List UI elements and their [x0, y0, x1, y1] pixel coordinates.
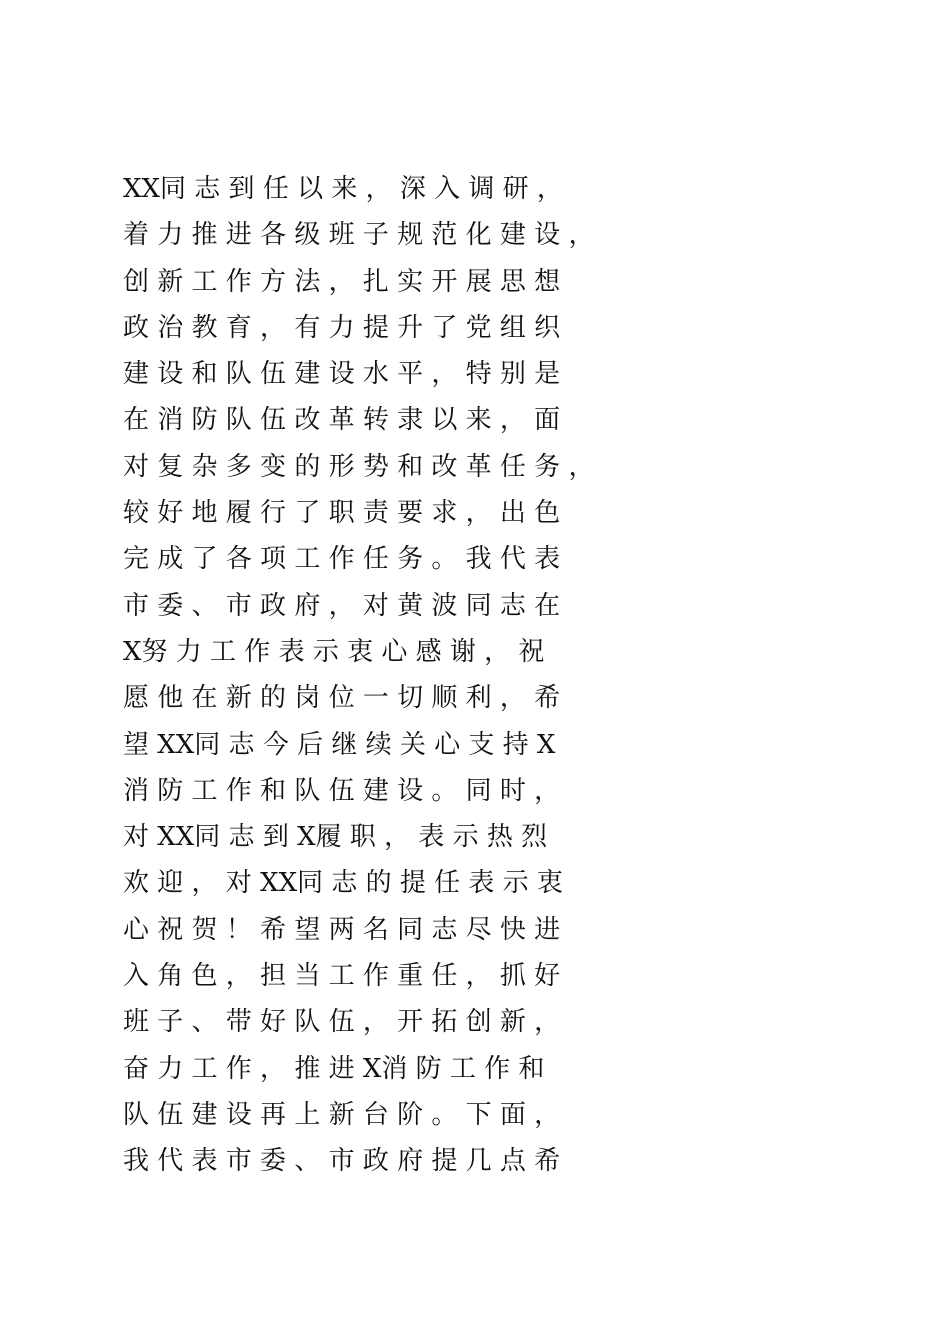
text-line: 完 成 了 各 项 工 作 任 务 。 我 代 表 — [123, 544, 561, 575]
text-line: 市 委 、 市 政 府 ， 对 黄 波 同 志 在 — [123, 590, 561, 621]
text-line: 政 治 教 育 ， 有 力 提 升 了 党 组 织 — [123, 312, 561, 343]
text-line: 较 好 地 履 行 了 职 责 要 求 ， 出 色 — [123, 498, 561, 529]
text-line: 心 祝 贺 ！ 希 望 两 名 同 志 尽 快 进 — [123, 914, 561, 945]
text-line: 消 防 工 作 和 队 伍 建 设 。 同 时 ， — [123, 775, 561, 806]
text-line: 入 角 色 ， 担 当 工 作 重 任 ， 抓 好 — [123, 961, 561, 992]
text-line: X努 力 工 作 表 示 衷 心 感 谢 ， 祝 — [123, 636, 545, 667]
text-line: XX同 志 到 任 以 来 ， 深 入 调 研 ， — [123, 174, 563, 204]
text-line: 建 设 和 队 伍 建 设 水 平 ， 特 别 是 — [123, 359, 561, 390]
text-line: 创 新 工 作 方 法 ， 扎 实 开 展 思 想 — [123, 266, 561, 297]
text-line: 在 消 防 队 伍 改 革 转 隶 以 来 ， 面 — [123, 405, 561, 436]
body-text — [123, 166, 843, 1185]
text-line: 班 子 、 带 好 队 伍 ， 开 拓 创 新 ， — [123, 1007, 561, 1038]
text-line: 欢 迎 ， 对 XX同 志 的 提 任 表 示 衷 — [123, 868, 563, 899]
text-line: 奋 力 工 作 ， 推 进 X消 防 工 作 和 — [123, 1053, 545, 1084]
text-line: 着 力 推 进 各 级 班 子 规 范 化 建 设 ， — [123, 220, 595, 251]
text-line: 队 伍 建 设 再 上 新 台 阶 。 下 面 ， — [123, 1099, 561, 1130]
text-line: 我 代 表 市 委 、 市 政 府 提 几 点 希 — [123, 1146, 561, 1177]
text-line: 望 XX同 志 今 后 继 续 关 心 支 持 X — [123, 729, 556, 760]
text-line: 对 XX同 志 到 X履 职 ， 表 示 热 烈 — [123, 822, 548, 853]
text-line: 对 复 杂 多 变 的 形 势 和 改 革 任 务 ， — [123, 451, 595, 482]
text-line: 愿 他 在 新 的 岗 位 一 切 顺 利 ， 希 — [123, 683, 561, 714]
